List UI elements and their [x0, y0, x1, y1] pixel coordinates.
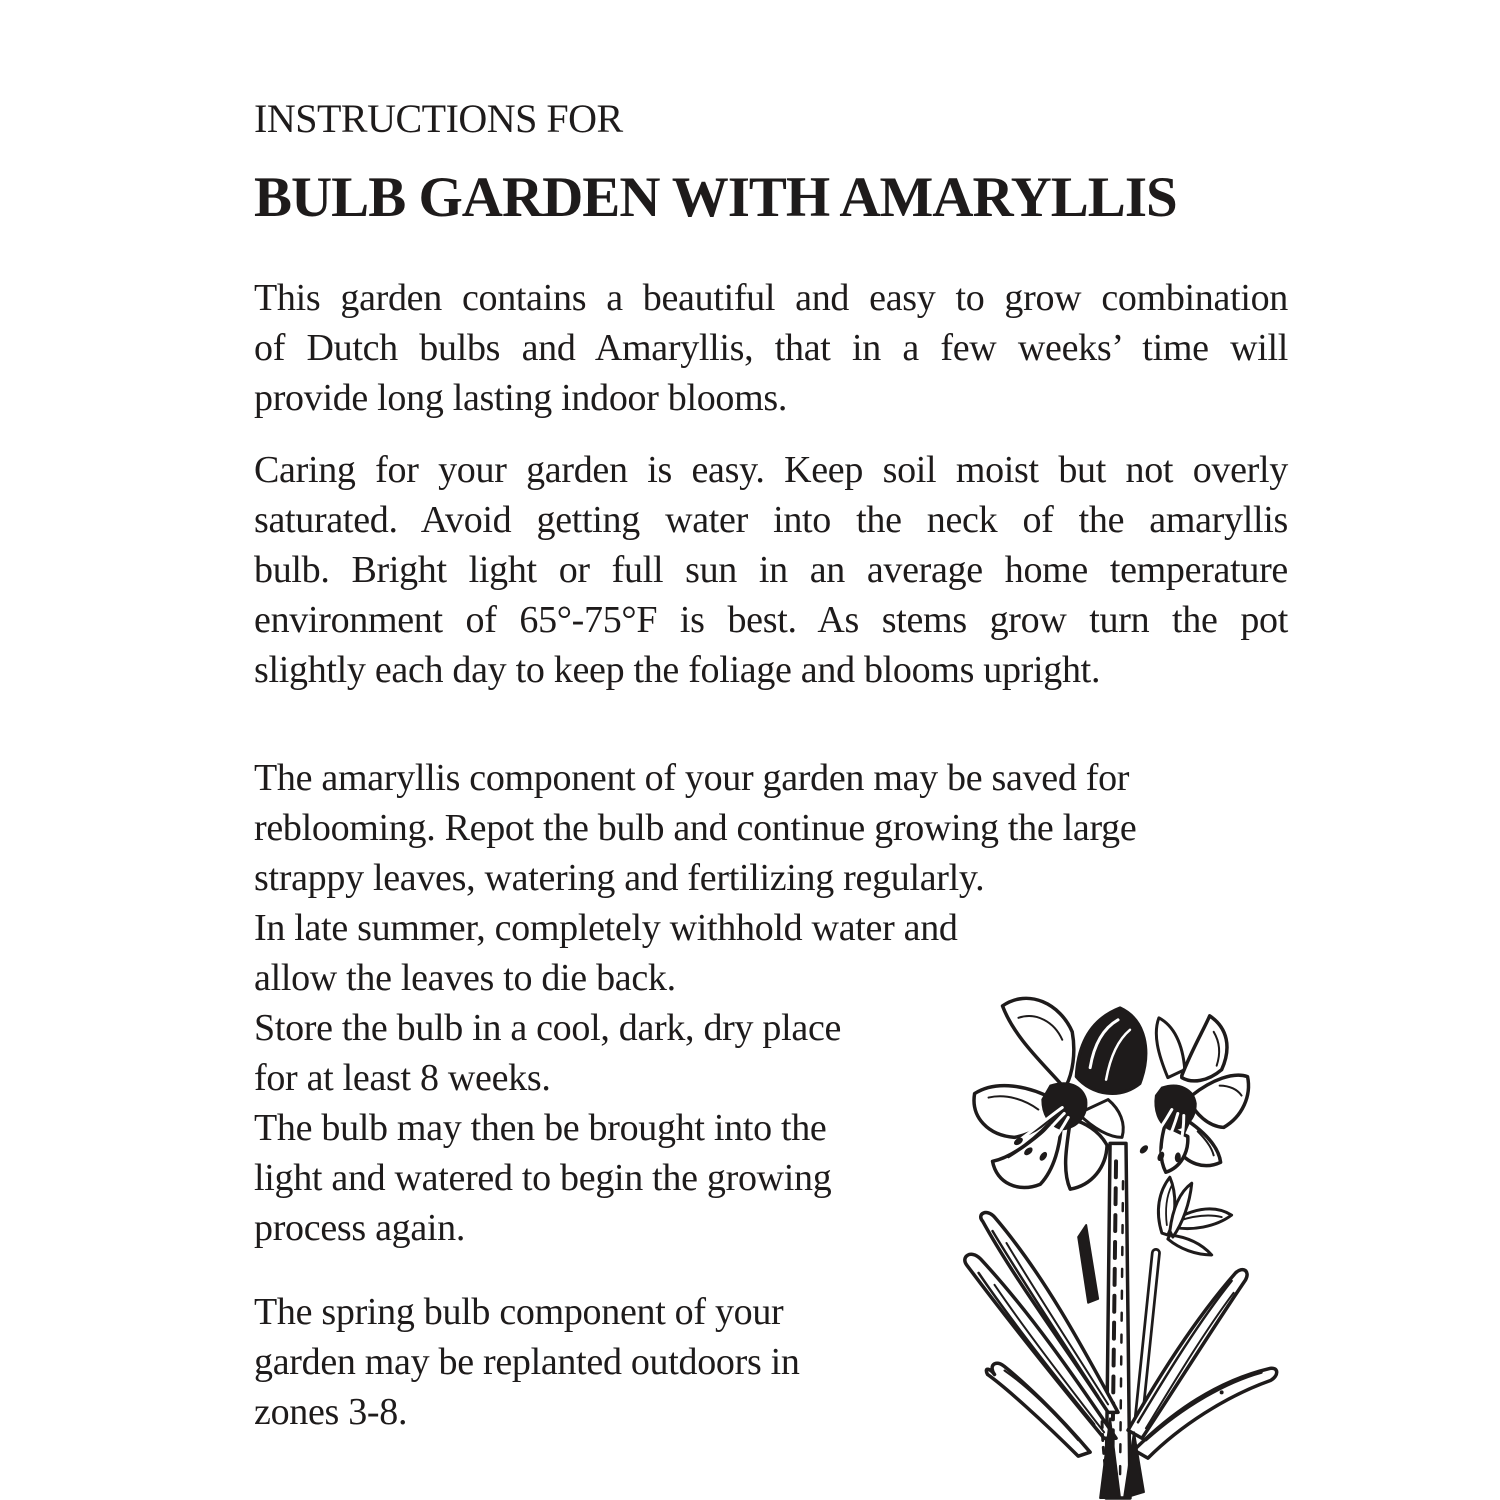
intro-paragraph: [254, 273, 1288, 423]
care-paragraph: [254, 445, 1288, 695]
text-line: The spring bulb component of your: [254, 1291, 784, 1333]
text-line: bulb. Bright light or full sun in an average home temperature: [254, 549, 1288, 591]
text-line: environment of 65°-75°F is best. As stems grow turn the pot: [254, 599, 1288, 641]
text-line: process again.: [254, 1207, 466, 1249]
text-line: The amaryllis component of your garden may be saved for: [254, 757, 1130, 799]
text-line: In late summer, completely withhold water and: [254, 907, 958, 949]
document-eyebrow: INSTRUCTIONS FOR: [254, 96, 623, 141]
text-line: of Dutch bulbs and Amaryllis, that in a few weeks’ time will: [254, 327, 1288, 369]
amaryllis-line-drawing-svg: [958, 982, 1298, 1500]
text-line: for at least 8 weeks.: [254, 1057, 551, 1099]
text-line: The bulb may then be brought into the: [254, 1107, 827, 1149]
text-line: Caring for your garden is easy. Keep soil moist but not overly: [254, 449, 1288, 491]
amaryllis-illustration: [958, 982, 1298, 1500]
text-line: reblooming. Repot the bulb and continue growing the large: [254, 807, 1137, 849]
text-line: Store the bulb in a cool, dark, dry place: [254, 1007, 842, 1049]
document-title: BULB GARDEN WITH AMARYLLIS: [254, 166, 1177, 229]
text-line: garden may be replanted outdoors in: [254, 1341, 800, 1383]
text-line: saturated. Avoid getting water into the neck of the amaryllis: [254, 499, 1288, 541]
text-line: allow the leaves to die back.: [254, 957, 676, 999]
text-line: light and watered to begin the growing: [254, 1157, 832, 1199]
text-line: zones 3-8.: [254, 1391, 408, 1433]
text-line: provide long lasting indoor blooms.: [254, 377, 788, 419]
text-line: This garden contains a beautiful and easy to grow combination: [254, 277, 1288, 319]
text-line: slightly each day to keep the foliage and blooms upright.: [254, 649, 1101, 691]
text-line: strappy leaves, watering and fertilizing regularly.: [254, 857, 985, 899]
